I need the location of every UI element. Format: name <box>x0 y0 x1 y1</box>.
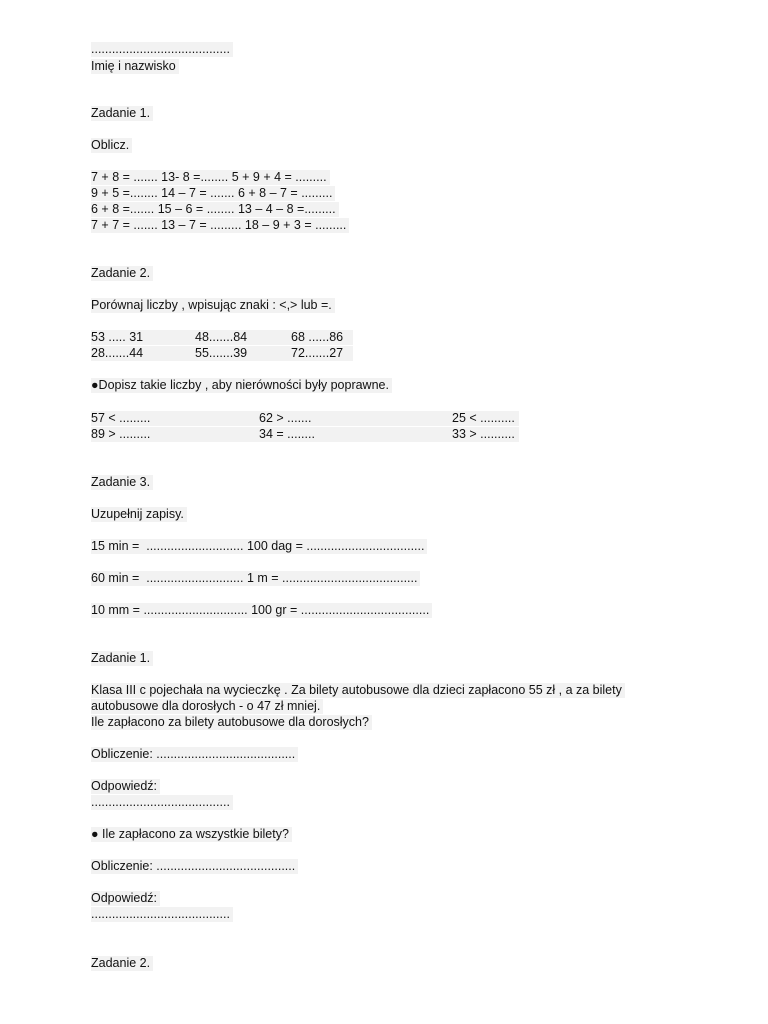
task1-line: 7 + 7 = ....... 13 – 7 = ......... 18 – 9 + 3 = ......... <box>91 218 349 233</box>
name-label: Imię i nazwisko <box>91 59 179 74</box>
compare-row <box>91 330 353 345</box>
task3-title: Zadanie 3. <box>91 475 153 490</box>
task2-title: Zadanie 2. <box>91 266 153 281</box>
compare-cell: 72.......27 <box>291 346 344 360</box>
task4-problem-line: autobusowe dla dorosłych - o 47 zł mniej. <box>91 699 323 714</box>
calculation-line: Obliczenie: ........................................ <box>91 859 298 874</box>
answer-dots: ........................................ <box>91 907 233 922</box>
inequality-cell: 62 > ....... <box>259 411 312 425</box>
inequality-row <box>91 411 519 426</box>
task1-instruction: Oblicz. <box>91 138 132 153</box>
task3-line: 60 min = ............................ 1 m = ....................................... <box>91 571 420 586</box>
compare-cell: 48.......84 <box>195 330 248 344</box>
compare-cell: 28.......44 <box>91 346 144 360</box>
task1-line: 9 + 5 =........ 14 – 7 = ....... 6 + 8 – 7 = ......... <box>91 186 335 201</box>
inequality-cell: 34 = ........ <box>259 427 315 441</box>
task2-instruction: Porównaj liczby , wpisując znaki : <,> lub =. <box>91 298 335 313</box>
task4-problem-line: Klasa III c pojechała na wycieczkę . Za bilety autobusowe dla dzieci zapłacono 55 zł , a za bilety <box>91 683 625 698</box>
calculation-line: Obliczenie: ........................................ <box>91 747 298 762</box>
compare-row <box>91 346 353 361</box>
task1-line: 6 + 8 =....... 15 – 6 = ........ 13 – 4 – 8 =......... <box>91 202 339 217</box>
task4-title: Zadanie 1. <box>91 651 153 666</box>
inequality-row <box>91 427 519 442</box>
task3-line: 10 mm = .............................. 100 gr = ..................................... <box>91 603 432 618</box>
task3-line: 15 min = ............................ 100 dag = .................................. <box>91 539 427 554</box>
task2-instruction2: ●Dopisz takie liczby , aby nierówności były poprawne. <box>91 378 392 393</box>
task1-title: Zadanie 1. <box>91 106 153 121</box>
compare-cell: 68 ......86 <box>291 330 344 344</box>
answer-label: Odpowiedź: <box>91 779 160 794</box>
compare-cell: 53 ..... 31 <box>91 330 144 344</box>
inequality-cell: 33 > .......... <box>452 427 515 441</box>
task3-instruction: Uzupełnij zapisy. <box>91 507 187 522</box>
task1-line: 7 + 8 = ....... 13- 8 =........ 5 + 9 + 4 = ......... <box>91 170 330 185</box>
task5-title: Zadanie 2. <box>91 956 153 971</box>
inequality-cell: 57 < ......... <box>91 411 151 425</box>
answer-dots: ........................................ <box>91 795 233 810</box>
inequality-cell: 89 > ......... <box>91 427 151 441</box>
task4-question2: ● Ile zapłacono za wszystkie bilety? <box>91 827 292 842</box>
answer-label: Odpowiedź: <box>91 891 160 906</box>
name-dots: ........................................ <box>91 42 233 57</box>
compare-cell: 55.......39 <box>195 346 248 360</box>
inequality-cell: 25 < .......... <box>452 411 515 425</box>
task4-problem-line: Ile zapłacono za bilety autobusowe dla dorosłych? <box>91 715 372 730</box>
